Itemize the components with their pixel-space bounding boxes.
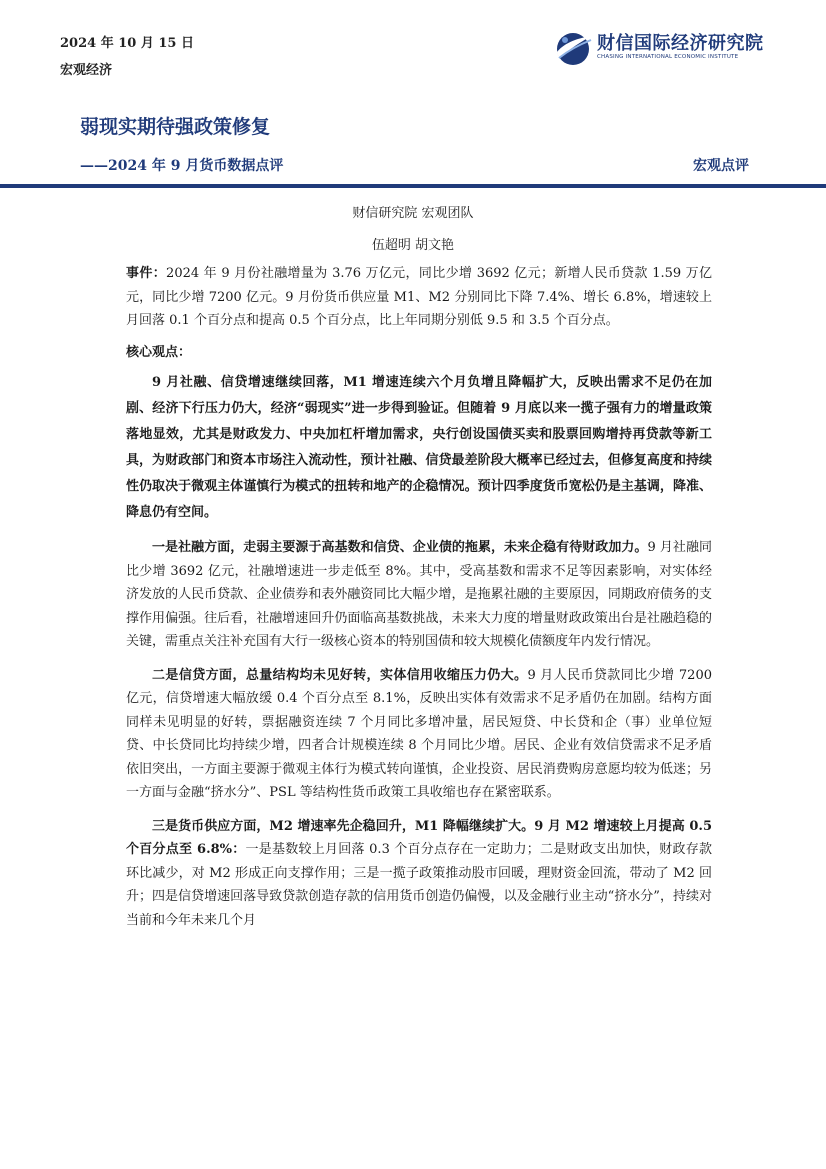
report-category: 宏观经济 xyxy=(60,63,113,78)
p1-text: 9 月社融同比少增 3692 亿元，社融增速进一步走低至 8%。其中，受高基数和需求不足等因素影响，对实体经济发放的人民币贷款、企业债券和表外融资同比大幅少增，是拖累社融的主要原因，同期政府债务的支撑作用偏强。往后看，社融增速回升仍面临高基数挑战，未来大力度的增量财政政策出台是社融趋稳的关键，需重点关注补充国有大行一级核心资本的特别国债和较大规模化债额度年内发行情况。 xyxy=(126,540,712,649)
report-body xyxy=(126,262,712,932)
core-summary: 9 月社融、信贷增速继续回落，M1 增速连续六个月负增且降幅扩大，反映出需求不足仍在加剧、经济下行压力仍大，经济“弱现实”进一步得到验证。但随着 9 月底以来一揽子强有力的增量政策落地显效，尤其是财政发力、中央加杠杆增加需求，央行创设国债买卖和股票回购增持再贷款等新工具，为财政部门和资本市场注入流动性，预计社融、信贷最差阶段大概率已经过去，但修复高度和持续性仍取决于微观主体谨慎行为模式的扭转和地产的企稳情况。预计四季度货币宽松仍是主基调，降准、降息仍有空间。 xyxy=(126,375,712,520)
author-names: 伍超明 胡文艳 xyxy=(371,238,455,253)
globe-logo-icon xyxy=(553,28,593,70)
money-supply-paragraph xyxy=(126,815,712,933)
report-subtitle: ——2024 年 9 月货币数据点评 xyxy=(80,158,284,174)
institute-logo xyxy=(553,28,773,72)
p2-heading: 二是信贷方面，总量结构均未见好转，实体信用收缩压力仍大。 xyxy=(152,667,528,683)
p1-heading: 一是社融方面，走弱主要源于高基数和信贷、企业债的拖累，未来企稳有待财政加力。 xyxy=(152,540,648,555)
core-heading: 核心观点： xyxy=(126,344,192,360)
credit-paragraph xyxy=(126,664,712,805)
p3-text: 一是基数较上月回落 0.3 个百分点存在一定助力；二是财政支出加快，财政存款环比减少，对 M2 形成正向支撑作用；三是一揽子政策推动股市回暖，理财资金回流，带动了 M2 回升；四是信贷增速回落导致贷款创造存款的信用货币创造仍偏慢，以及金融行业主动“挤水分”，持续对当前和今年未来几个月 xyxy=(126,842,712,928)
p3-heading: 三是货币供应方面，M2 增速率先企稳回升，M1 降幅继续扩大。9 月 M2 增速较上月提高 0.5 个百分点至 6.8%： xyxy=(126,818,712,857)
report-date: 2024 年 10 月 15 日 xyxy=(60,36,194,51)
report-type: 宏观点评 xyxy=(693,158,749,174)
logo-name: 财信国际经济研究院 xyxy=(597,33,764,54)
event-paragraph xyxy=(126,262,712,333)
event-label: 事件： xyxy=(126,266,167,281)
p2-text: 9 月人民币贷款同比少增 7200 亿元，信贷增速大幅放缓 0.4 个百分点至 8.1%，反映出实体有效需求不足矛盾仍在加剧。结构方面同样未见明显的好转，票据融资连续 7 个月同比多增冲量，居民短贷、中长贷和企（事）业单位短贷、中长贷同比均持续少增，四者合计规模连续 8 个月同比少增。居民、企业有效信贷需求不足矛盾依旧突出，一方面主要源于微观主体行为模式转向谨慎，企业投资、居民消费购房意愿均较为低迷；另一方面与金融“挤水分”、PSL 等结构性货币政策工具收缩也存在紧密联系。 xyxy=(126,667,712,800)
social-financing-paragraph xyxy=(126,536,712,654)
event-text: 2024 年 9 月份社融增量为 3.76 万亿元，同比少增 3692 亿元；新增人民币贷款 1.59 万亿元，同比少增 7200 亿元。9 月份货币供应量 M1、M2 分别同比下降 7.4%、增长 6.8%，增速较上月回落 0.1 个百分点和提高 0.5 个百分点，比上年同期分别低 9.5 和 3.5 个百分点。 xyxy=(126,266,712,328)
logo-english-name: CHASING INTERNATIONAL ECONOMIC INSTITUTE xyxy=(597,54,739,60)
title-divider xyxy=(0,184,826,188)
report-title: 弱现实期待强政策修复 xyxy=(80,116,271,138)
research-team: 财信研究院 宏观团队 xyxy=(352,206,474,221)
